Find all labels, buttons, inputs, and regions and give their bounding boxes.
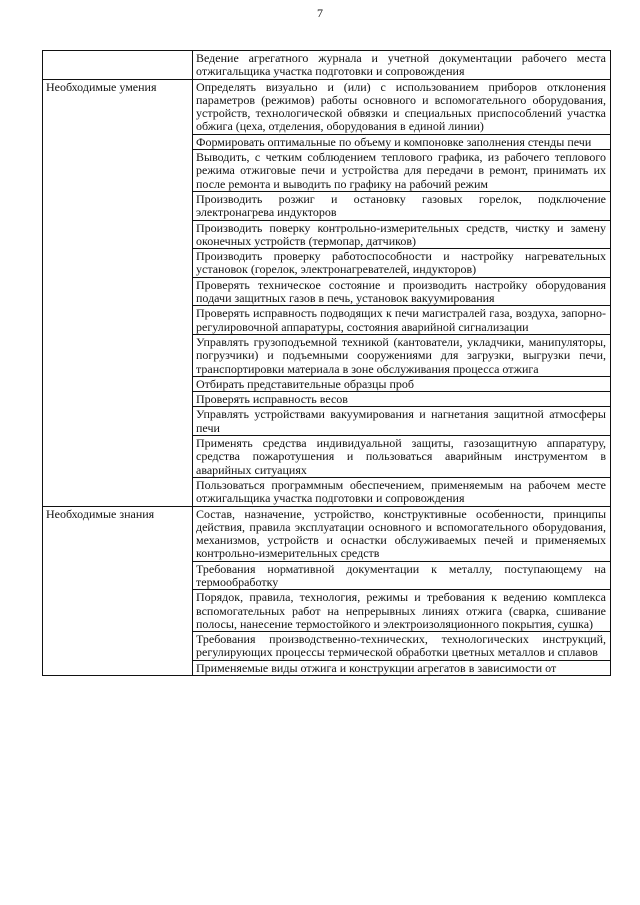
section-label — [43, 51, 193, 80]
requirement-cell: Производить проверку работоспособности и настройку нагревательных установок (горелок, электронагревателей, индукторов) — [193, 249, 611, 278]
requirement-cell: Выводить, с четким соблюдением теплового графика, из рабочего теплового режима отжиговые печи и устройства для передачи в ремонт, принимать их после ремонта и выводить по графику на рабочий режим — [193, 150, 611, 192]
requirement-cell: Формировать оптимальные по объему и компоновке заполнения стенды печи — [193, 134, 611, 149]
requirement-cell: Проверять техническое состояние и производить настройку оборудования подачи защитных газов в печь, установок вакуумирования — [193, 277, 611, 306]
requirement-cell: Проверять исправность весов — [193, 392, 611, 407]
requirement-cell: Производить поверку контрольно-измерительных средств, чистку и замену оконечных устройств (термопар, датчиков) — [193, 220, 611, 249]
requirement-cell: Определять визуально и (или) с использованием приборов отклонения параметров (режимов) работы основного и вспомогательного оборудования, устройств, технологической обвязки и специальных приспособлений участка обжига (цеха, отделения, оборудования в единой линии) — [193, 79, 611, 134]
requirement-cell: Требования производственно-технических, технологических инструкций, регулирующих процессы термической обработки цветных металлов и сплавов — [193, 632, 611, 661]
requirement-cell: Применяемые виды отжига и конструкции агрегатов в зависимости от — [193, 660, 611, 675]
requirement-cell: Состав, назначение, устройство, конструктивные особенности, принципы действия, правила эксплуатации основного и вспомогательного оборудования, механизмов, устройств и оснастки обслуживаемых печей и применяемых контрольно-измерительных средств — [193, 506, 611, 561]
requirement-cell: Порядок, правила, технология, режимы и требования к ведению комплекса вспомогательных работ на непрерывных линиях отжига (сварка, сшивание полосы, нанесение термостойкого и электроизоляционного покрытия, сушка) — [193, 590, 611, 632]
requirement-cell: Управлять грузоподъемной техникой (кантователи, укладчики, манипуляторы, погрузчики) и подъемными сооружениями для загрузки, выгрузки печи, транспортировки материала в зоне обслуживания процесса отжига — [193, 334, 611, 376]
requirement-cell: Управлять устройствами вакуумирования и нагнетания защитной атмосферы печи — [193, 407, 611, 436]
requirement-cell: Отбирать представительные образцы проб — [193, 376, 611, 391]
requirement-cell: Требования нормативной документации к металлу, поступающему на термообработку — [193, 561, 611, 590]
requirement-cell: Ведение агрегатного журнала и учетной документации рабочего места отжигальщика участка подготовки и сопровождения — [193, 51, 611, 80]
section-label: Необходимые знания — [43, 506, 193, 676]
competency-table — [42, 50, 611, 676]
table-row — [43, 506, 611, 561]
page-number: 7 — [317, 6, 323, 20]
requirement-cell: Применять средства индивидуальной защиты, газозащитную аппаратуру, средства пожаротушения и пользоваться аварийным инструментом в аварийных ситуациях — [193, 436, 611, 478]
requirement-cell: Проверять исправность подводящих к печи магистралей газа, воздуха, запорно-регулировочной аппаратуры, состояния аварийной сигнализации — [193, 306, 611, 335]
table-row — [43, 51, 611, 80]
requirement-cell: Пользоваться программным обеспечением, применяемым на рабочем месте отжигальщика участка подготовки и сопровождения — [193, 477, 611, 506]
table-row — [43, 79, 611, 134]
section-label: Необходимые умения — [43, 79, 193, 506]
requirement-cell: Производить розжиг и остановку газовых горелок, подключение электронагрева индукторов — [193, 191, 611, 220]
